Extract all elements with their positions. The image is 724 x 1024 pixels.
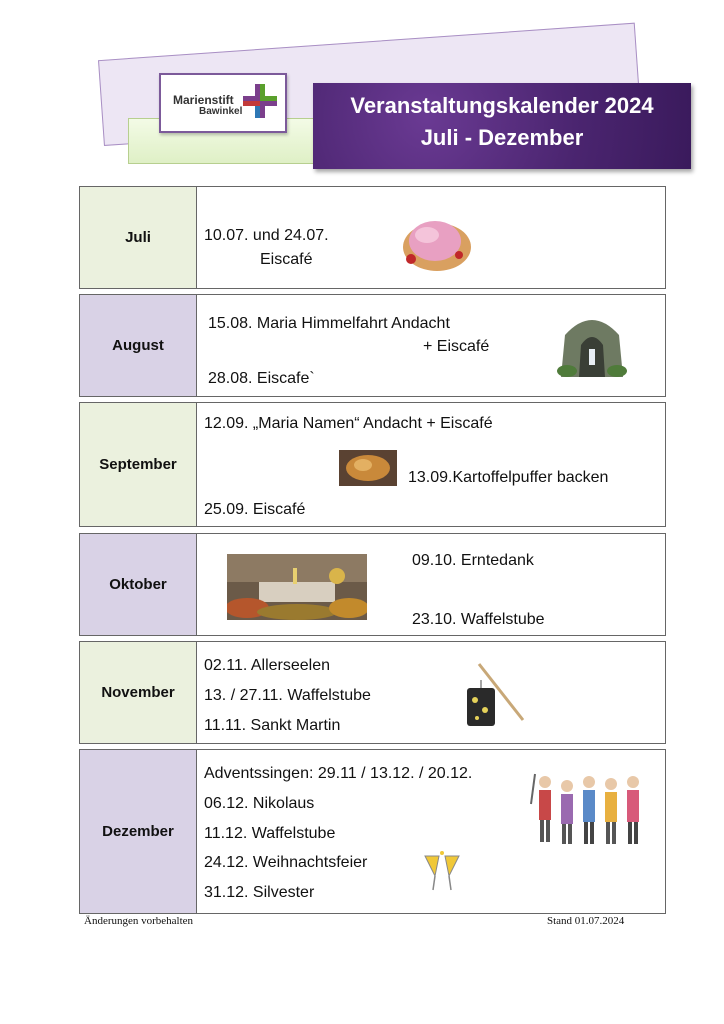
month-label: Juli — [79, 186, 197, 289]
row-content — [197, 402, 666, 527]
ice-cream-image — [397, 203, 473, 277]
page-title: Veranstaltungskalender 2024 — [350, 93, 654, 118]
event-text: 25.09. Eiscafé — [204, 501, 306, 518]
event-text: 23.10. Waffelstube — [412, 611, 545, 628]
month-label: Dezember — [79, 749, 197, 914]
row-september — [79, 402, 666, 527]
logo-text-line2: Bawinkel — [199, 106, 243, 117]
event-text: 13. / 27.11. Waffelstube — [204, 687, 371, 704]
potato-pancake-image — [339, 450, 397, 486]
row-oktober — [79, 533, 666, 636]
event-text: 31.12. Silvester — [204, 884, 315, 901]
grotto-image — [557, 311, 627, 377]
event-text: 28.08. Eiscafe` — [208, 370, 315, 387]
event-text: 12.09. „Maria Namen“ Andacht + Eiscafé — [204, 415, 493, 432]
logo — [159, 73, 287, 133]
event-text: 06.12. Nikolaus — [204, 795, 315, 812]
row-juli — [79, 186, 666, 289]
event-text: 11.11. Sankt Martin — [204, 717, 341, 734]
row-november — [79, 641, 666, 744]
event-text: 15.08. Maria Himmelfahrt Andacht — [208, 315, 450, 332]
seniors-group-image — [527, 764, 649, 848]
event-text: Adventssingen: 29.11 / 13.12. / 20.12. — [204, 765, 473, 782]
month-label: November — [79, 641, 197, 744]
month-label: Oktober — [79, 533, 197, 636]
event-text: 13.09.Kartoffelpuffer backen — [408, 469, 609, 486]
harvest-altar-image — [227, 554, 367, 620]
logo-text-line1: Marienstift — [173, 93, 234, 107]
event-text: + Eiscafé — [423, 338, 490, 355]
month-label: August — [79, 294, 197, 397]
lantern-image — [463, 658, 531, 728]
row-content — [197, 294, 666, 397]
footer-date: Stand 01.07.2024 — [547, 915, 625, 927]
month-label: September — [79, 402, 197, 527]
event-text: Eiscafé — [260, 251, 313, 268]
row-content — [197, 749, 666, 914]
cross-icon — [243, 84, 277, 118]
event-text: 10.07. und 24.07. — [204, 227, 329, 244]
title-banner — [313, 83, 691, 169]
row-august — [79, 294, 666, 397]
footer-note: Änderungen vorbehalten — [84, 915, 194, 927]
event-text: 02.11. Allerseelen — [204, 657, 331, 674]
row-content — [197, 533, 666, 636]
row-content — [197, 641, 666, 744]
event-text: 11.12. Waffelstube — [204, 825, 336, 842]
event-calendar-table — [79, 186, 666, 914]
row-content — [197, 186, 666, 289]
page-subtitle: Juli - Dezember — [420, 125, 584, 150]
event-text: 09.10. Erntedank — [412, 552, 534, 569]
champagne-glasses-image — [419, 850, 465, 896]
event-text: 24.12. Weihnachtsfeier — [204, 854, 368, 871]
row-dezember — [79, 749, 666, 914]
